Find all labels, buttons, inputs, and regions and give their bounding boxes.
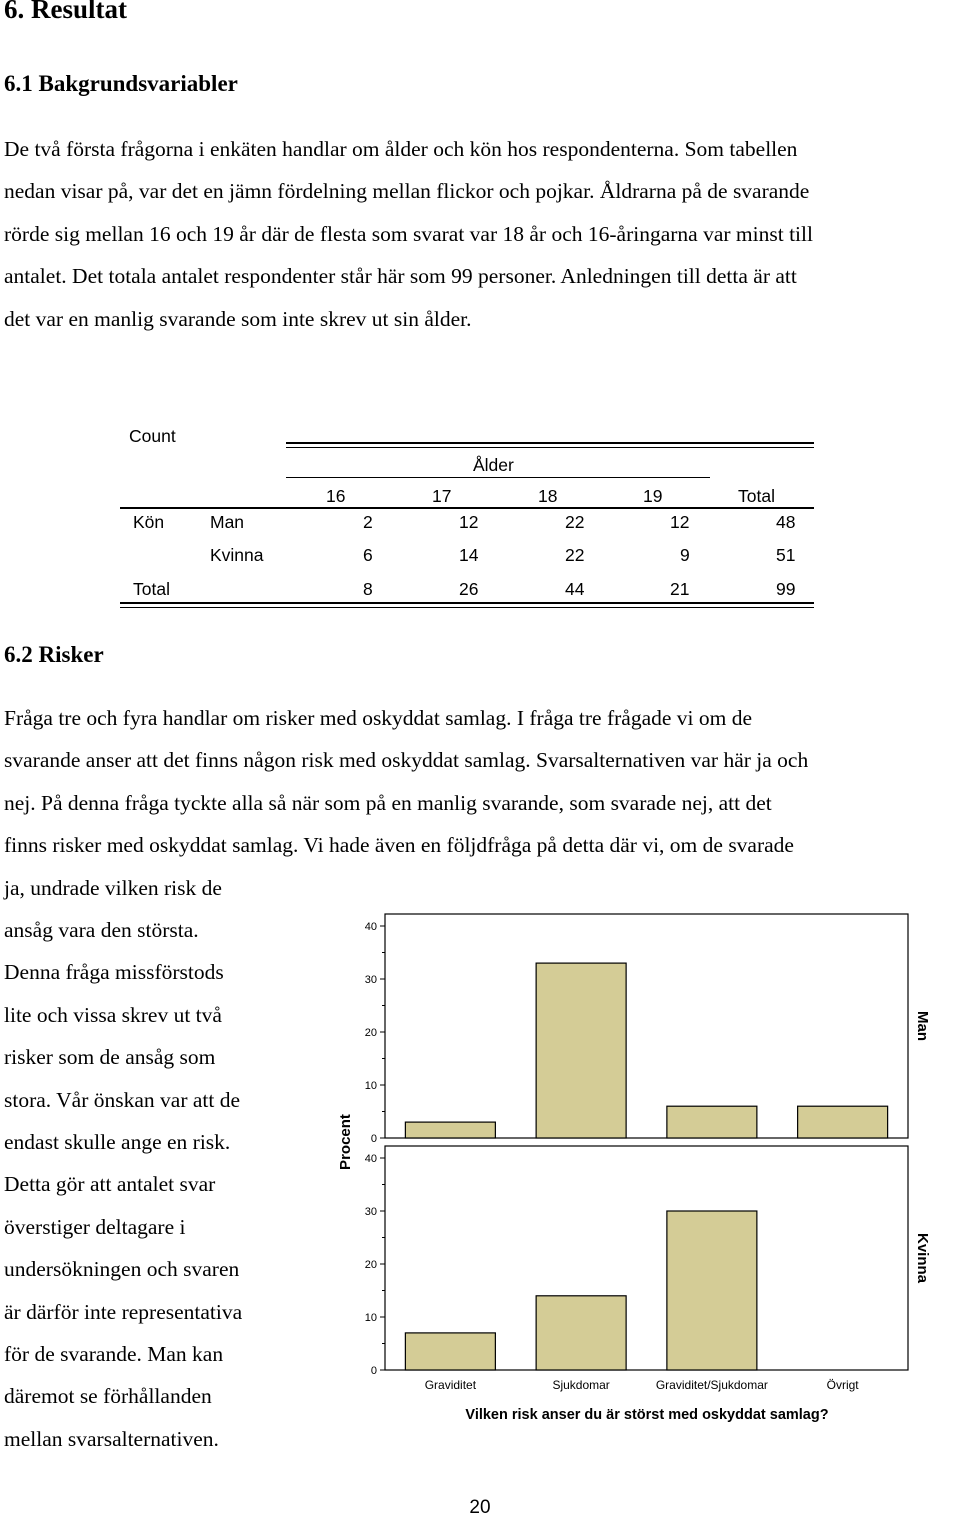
row-group-label: Kön — [133, 512, 165, 532]
paragraph-line: stora. Vår önskan var att de — [4, 1087, 241, 1112]
row-label-kvinna: Kvinna — [210, 545, 264, 565]
y-tick-label: 10 — [364, 1080, 377, 1092]
y-tick-label: 40 — [364, 1153, 377, 1165]
y-tick-label: 20 — [364, 1027, 377, 1039]
cell: 14 — [459, 545, 479, 565]
paragraph-line: överstiger deltagare i — [4, 1214, 186, 1239]
paragraph-line: för de svarande. Man kan — [4, 1342, 224, 1367]
y-tick-label: 0 — [370, 1133, 377, 1145]
cell: 22 — [565, 545, 585, 565]
cell: 8 — [363, 579, 373, 599]
x-tick-label: Graviditet/Sjukdomar — [655, 1378, 768, 1392]
section-title-bakgrund: 6.1 Bakgrundsvariabler — [4, 71, 238, 96]
bar-kvinna — [405, 1333, 495, 1370]
col-header-total: Total — [738, 486, 775, 506]
cell: 26 — [459, 579, 479, 599]
bar-man — [536, 963, 626, 1138]
col-header: 19 — [643, 486, 663, 506]
panel-frame — [385, 914, 908, 1138]
paragraph-line: däremot se förhållanden — [4, 1384, 212, 1409]
paragraph-line: svarande anser att det finns någon risk med oskyddat samlag. Svarsalternativen var här ja och — [4, 748, 809, 773]
paragraph-line: det var en manlig svarande som inte skrev ut sin ålder. — [4, 306, 472, 331]
y-tick-label: 30 — [364, 974, 377, 986]
paragraph-line: endast skulle ange en risk. — [4, 1130, 231, 1155]
paragraph-line: ja, undrade vilken risk de — [4, 875, 222, 900]
bar-man — [667, 1106, 757, 1138]
x-tick-label: Övrigt — [826, 1378, 859, 1392]
x-tick-label: Sjukdomar — [552, 1378, 610, 1392]
section-title-risker: 6.2 Risker — [4, 642, 104, 667]
col-header: 18 — [538, 486, 558, 506]
paragraph-line: antalet. Det totala antalet respondenter står här som 99 personer. Anledningen till detta är att — [4, 264, 797, 289]
bar-kvinna — [536, 1296, 626, 1370]
col-header: 17 — [432, 486, 452, 506]
paragraph-line: nej. På denna fråga tyckte alla så när som på en manlig svarande, som svarade nej, att det — [4, 790, 772, 815]
y-tick-label: 30 — [364, 1206, 377, 1218]
paragraph-line: lite och vissa skrev ut två — [4, 1002, 222, 1027]
panel-label-kvinna: Kvinna — [914, 1232, 931, 1284]
total-label: Total — [133, 579, 170, 599]
panel-label-man: Man — [914, 1011, 931, 1041]
age-group-header: Ålder — [473, 455, 514, 475]
y-tick-label: 10 — [364, 1312, 377, 1324]
page-heading: 6. Resultat — [4, 0, 127, 24]
cell: 21 — [670, 579, 690, 599]
cell: 51 — [776, 545, 796, 565]
y-tick-label: 20 — [364, 1259, 377, 1271]
cell: 99 — [776, 579, 796, 599]
paragraph-line: Detta gör att antalet svar — [4, 1172, 216, 1197]
bar-kvinna — [667, 1211, 757, 1370]
y-tick-label: 40 — [364, 921, 377, 933]
col-header: 16 — [326, 486, 346, 506]
bar-man — [405, 1122, 495, 1138]
cell: 6 — [363, 545, 373, 565]
cell: 44 — [565, 579, 585, 599]
x-tick-label: Graviditet — [424, 1378, 477, 1392]
paragraph-line: nedan visar på, var det en jämn fördelning mellan flickor och pojkar. Åldrarna på de svarande — [4, 179, 810, 204]
cell: 12 — [670, 512, 690, 532]
paragraph-line: ansåg vara den största. — [4, 918, 199, 942]
x-axis-label: Vilken risk anser du är störst med oskyddat samlag? — [465, 1407, 829, 1423]
bar-man — [798, 1106, 888, 1138]
cell: 22 — [565, 512, 585, 532]
paragraph-line: finns risker med oskyddat samlag. Vi hade även en följdfråga på detta där vi, om de svarade — [4, 833, 794, 858]
cell: 9 — [680, 545, 690, 565]
paragraph-line: Denna fråga missförstods — [4, 960, 224, 985]
paragraph-line: Fråga tre och fyra handlar om risker med oskyddat samlag. I fråga tre frågade vi om de — [4, 706, 753, 730]
paragraph-line: risker som de ansåg som — [4, 1045, 216, 1070]
cell: 48 — [776, 512, 796, 532]
row-label-man: Man — [210, 512, 245, 532]
paragraph-line: mellan svarsalternativen. — [4, 1426, 219, 1451]
paragraph-line: är därför inte representativa — [4, 1299, 243, 1324]
count-label: Count — [129, 426, 176, 446]
cell: 2 — [363, 512, 373, 532]
cell: 12 — [459, 512, 479, 532]
y-tick-label: 0 — [370, 1365, 377, 1377]
paragraph-line: rörde sig mellan 16 och 19 år där de flesta som svarat var 18 år och 16-åringarna var minst till — [4, 221, 813, 246]
paragraph-line: De två första frågorna i enkäten handlar om ålder och kön hos respondenterna. Som tabellen — [4, 137, 798, 161]
page-number: 20 — [469, 1497, 491, 1518]
paragraph-line: undersökningen och svaren — [4, 1257, 240, 1282]
y-axis-label: Procent — [337, 1114, 354, 1170]
